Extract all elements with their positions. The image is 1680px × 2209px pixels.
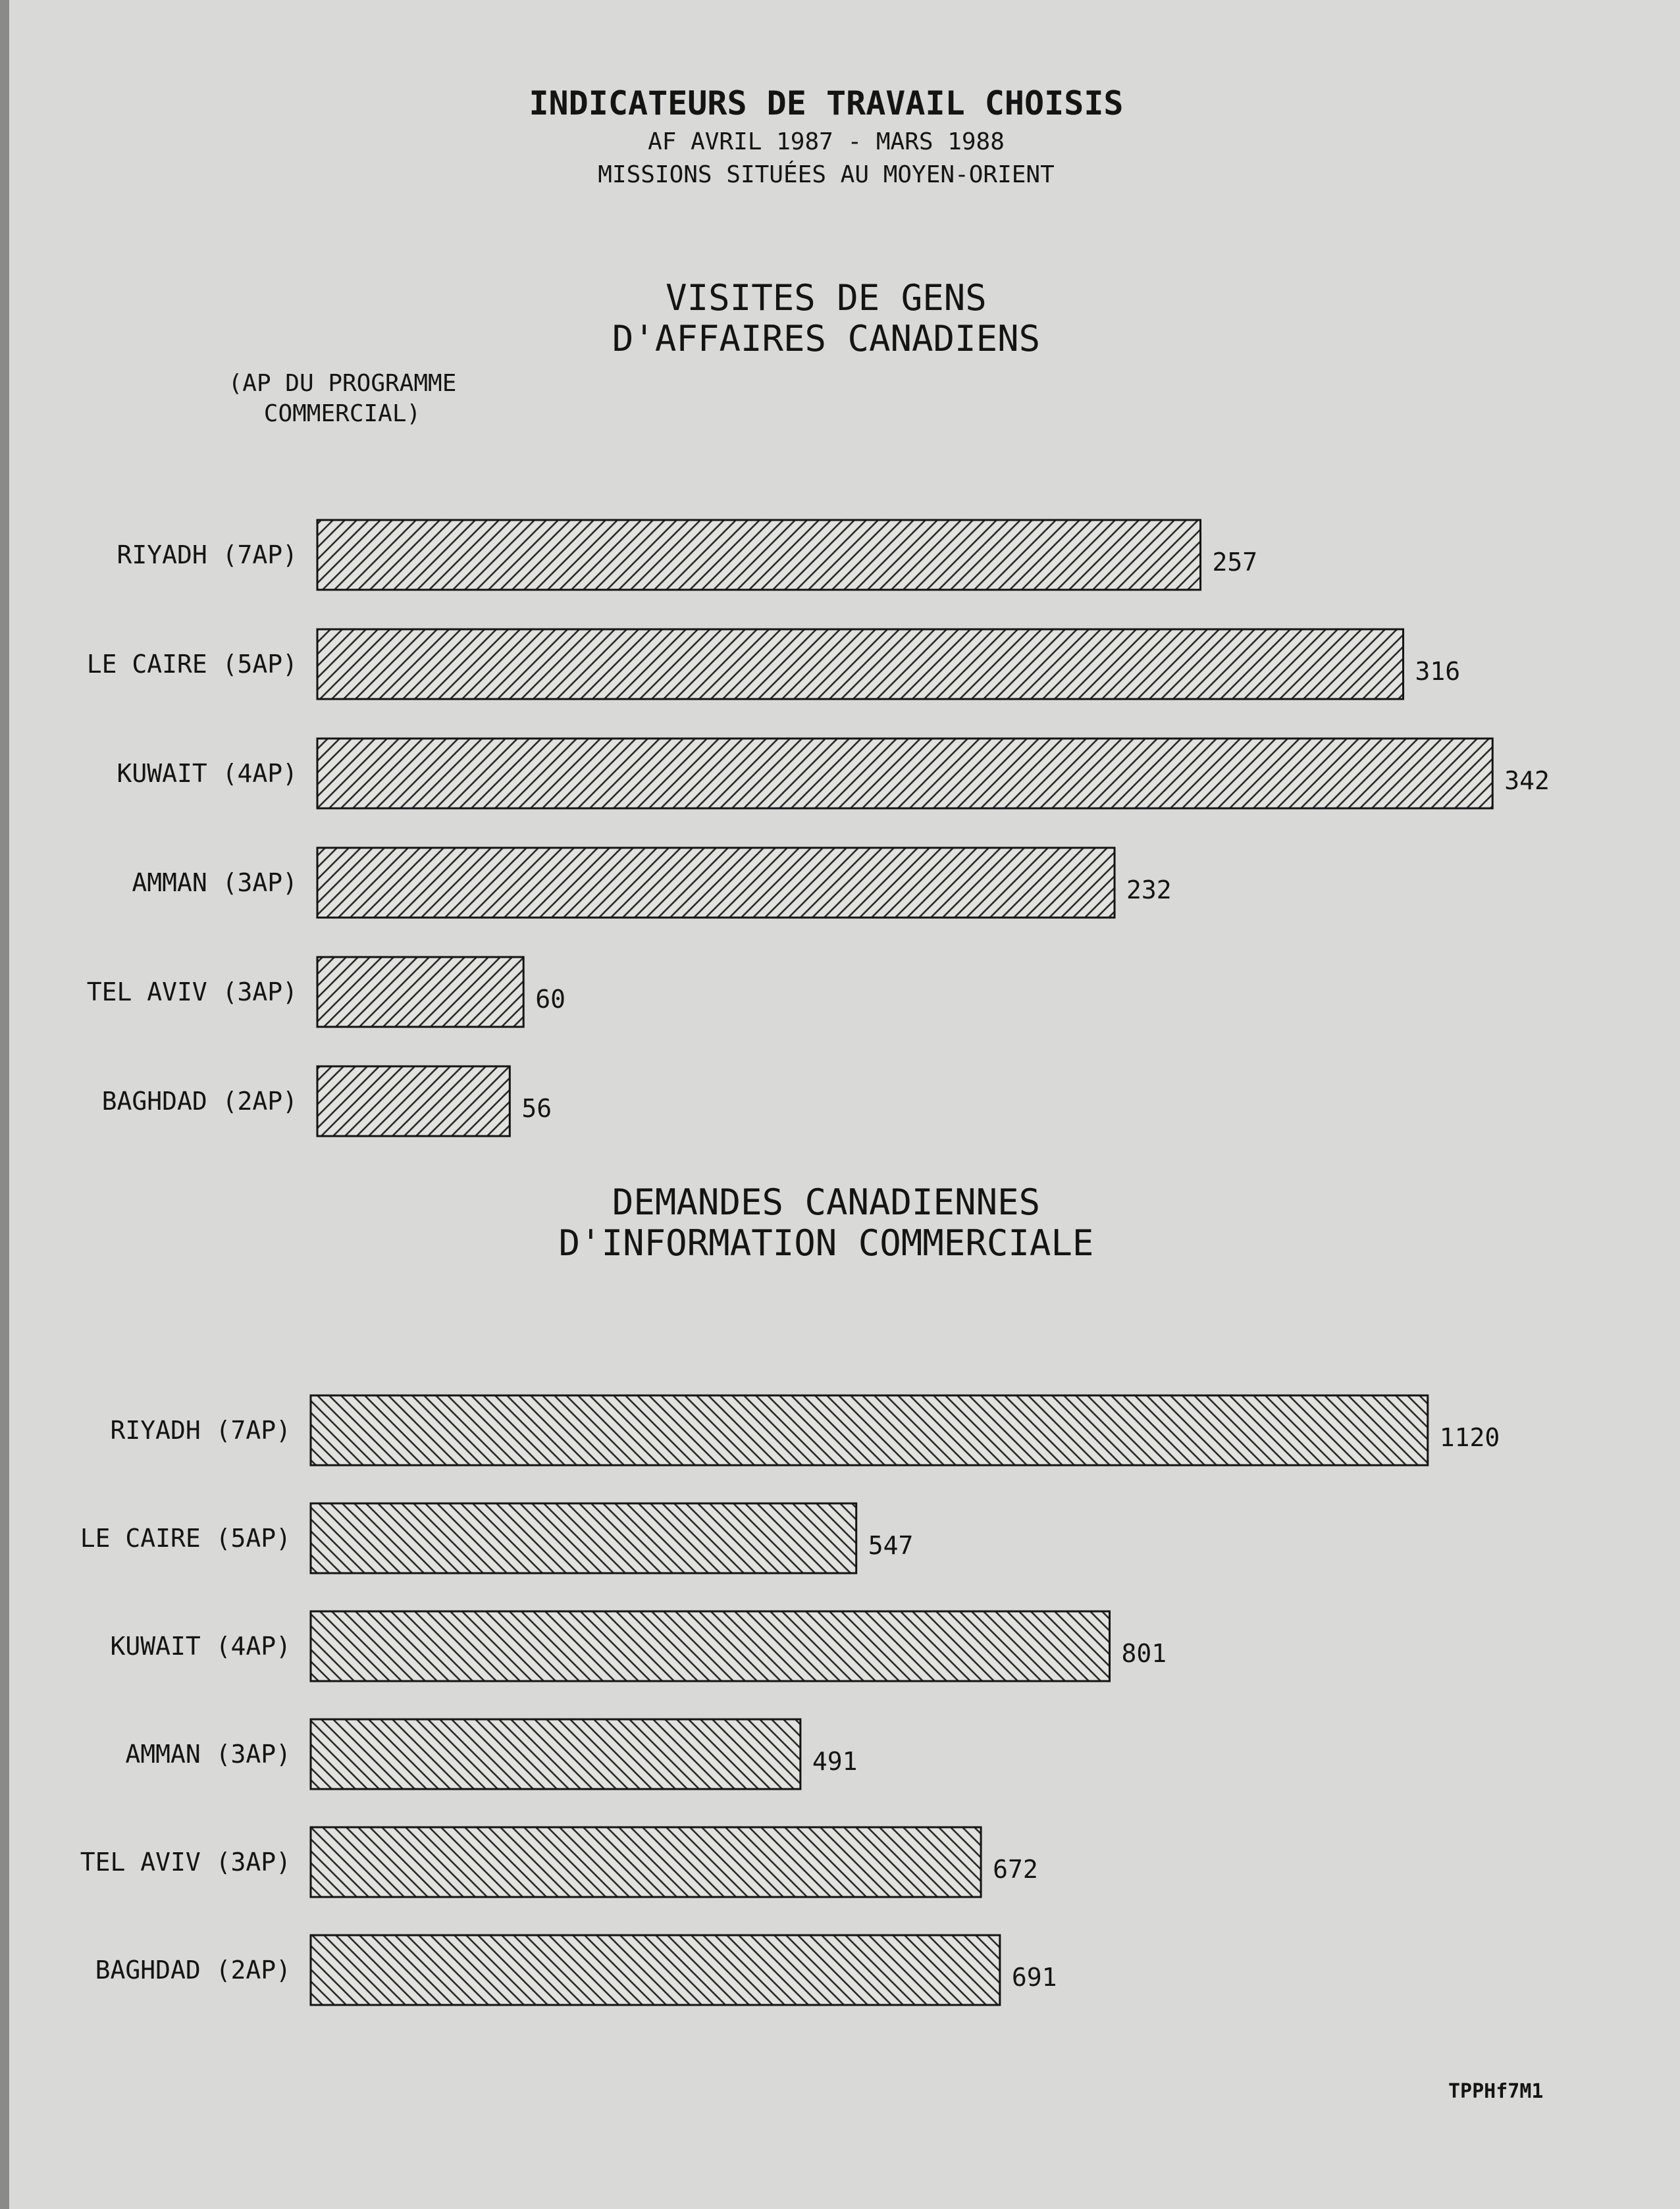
visites-value-label: 56 [521,1094,552,1123]
demandes-category-label: BAGHDAD (2AP) [95,1956,291,1985]
demandes-category-label: LE CAIRE (5AP) [80,1524,291,1553]
visites-category-label: TEL AVIV (3AP) [86,977,298,1006]
demandes-category-label: RIYADH (7AP) [110,1416,291,1445]
visites-value-label: 232 [1126,875,1172,904]
demandes-value-label: 672 [993,1855,1038,1884]
visites-value-label: 342 [1504,766,1550,795]
chart1-title-line1: VISITES DE GENS [666,277,987,319]
demandes-bar [311,1827,981,1897]
visites-bar [317,957,523,1027]
demandes-bar [311,1395,1428,1465]
visites-value-label: 316 [1415,657,1461,686]
visites-category-label: KUWAIT (4AP) [117,759,298,788]
chart2-title-line1: DEMANDES CANADIENNES [612,1182,1041,1223]
chart-demandes [80,1395,1500,2005]
demandes-value-label: 547 [868,1531,914,1560]
period-subtitle: AF AVRIL 1987 - MARS 1988 [648,128,1005,155]
demandes-category-label: TEL AVIV (3AP) [80,1848,291,1877]
visites-category-label: AMMAN (3AP) [132,868,298,897]
visites-value-label: 60 [535,985,565,1014]
visites-value-label: 257 [1212,548,1258,577]
footer-code: TPPHf7M1 [1448,2080,1544,2103]
demandes-category-label: AMMAN (3AP) [125,1740,291,1769]
demandes-bar [311,1611,1110,1681]
chart-visites [87,520,1550,1136]
visites-category-label: RIYADH (7AP) [117,540,298,569]
demandes-value-label: 1120 [1439,1423,1500,1452]
chart2-title-line2: D'INFORMATION COMMERCIALE [558,1222,1094,1264]
demandes-bar [311,1935,1000,2005]
ap-note-line2: COMMERCIAL) [263,400,421,427]
chart1-title-line2: D'AFFAIRES CANADIENS [612,318,1041,359]
page-title: INDICATEURS DE TRAVAIL CHOISIS [529,84,1124,122]
visites-bar [317,520,1201,590]
demandes-bar [311,1503,856,1573]
demandes-value-label: 801 [1121,1639,1167,1668]
visites-category-label: LE CAIRE (5AP) [86,650,298,679]
demandes-category-label: KUWAIT (4AP) [110,1632,291,1661]
ap-note-line1: (AP DU PROGRAMME [228,370,457,397]
demandes-value-label: 691 [1011,1963,1057,1992]
demandes-value-label: 491 [812,1747,858,1776]
visites-bar [317,739,1492,808]
demandes-bar [311,1719,801,1789]
visites-bar [317,848,1115,918]
visites-category-label: BAGHDAD (2AP) [101,1087,298,1116]
visites-bar [317,629,1404,699]
visites-bar [317,1066,510,1136]
region-subtitle: MISSIONS SITUÉES AU MOYEN-ORIENT [598,161,1055,188]
